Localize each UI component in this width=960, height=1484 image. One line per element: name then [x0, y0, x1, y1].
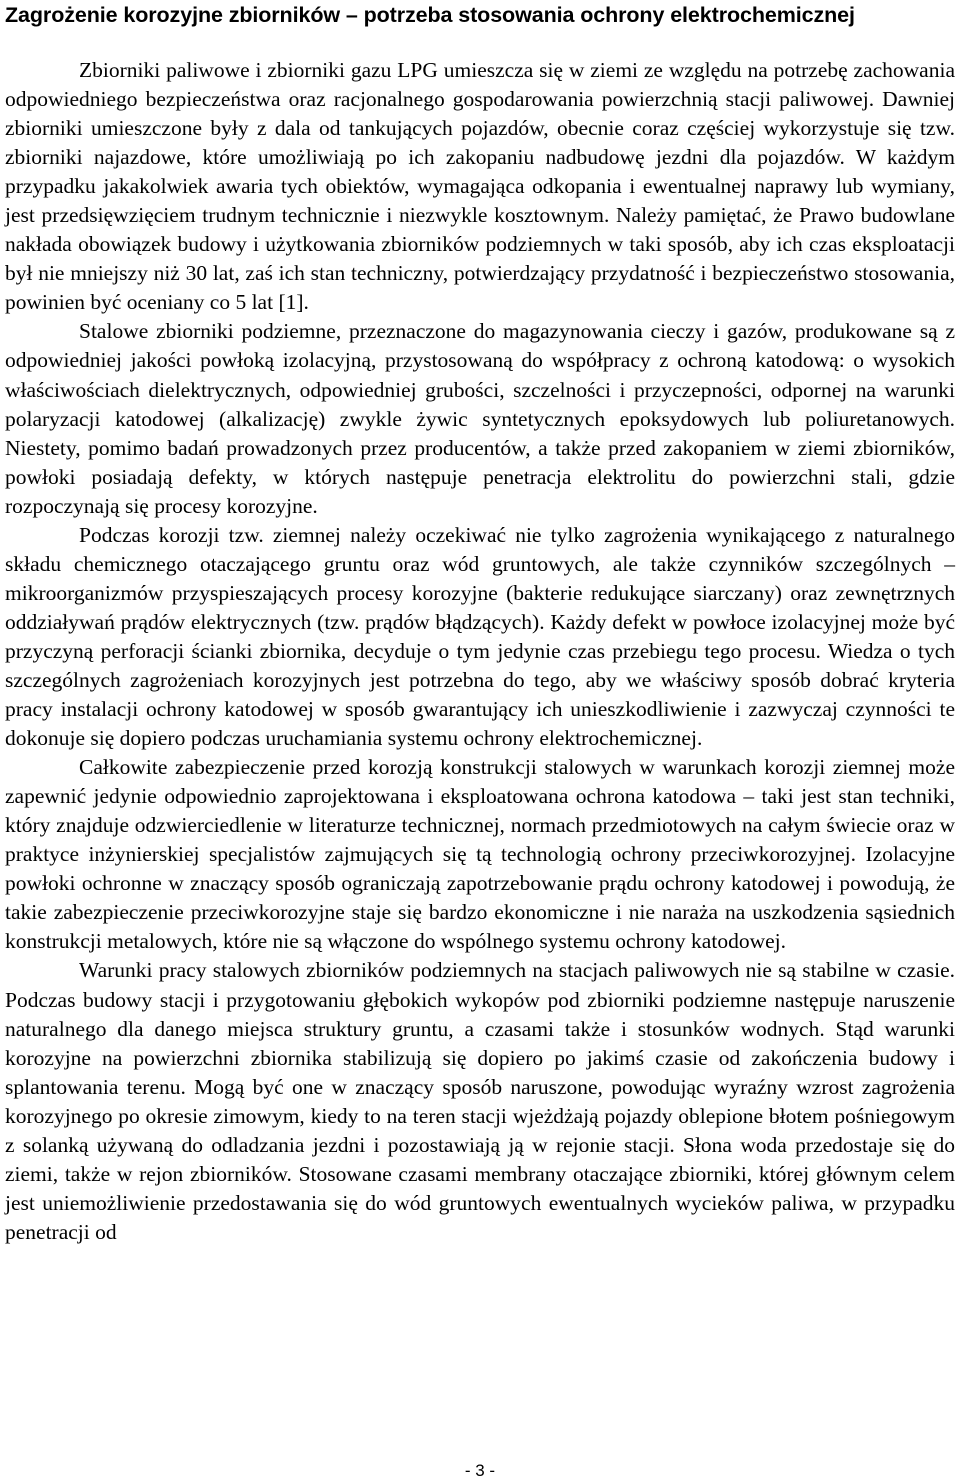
- paragraph-4: Całkowite zabezpieczenie przed korozją konstrukcji stalowych w warunkach korozji ziemnej może zapewnić jedynie odpowiednio zaprojektowana i eksploatowana ochrona katodowa – taki jest stan techniki, który znajduje odzwierciedlenie w literaturze technicznej, normach przedmiotowych na całym świecie oraz w praktyce inżynierskiej specjalistów zajmujących się tą technologią ochrony przeciwkorozyjnej. Izolacyjne powłoki ochronne w znaczący sposób ograniczają zapotrzebowanie prądu ochrony katodowej i powodują, że takie zabezpieczenie przeciwkorozyjne staje się bardzo ekonomiczne i nie naraża na uszkodzenia sąsiednich konstrukcji metalowych, które nie są włączone do wspólnego systemu ochrony katodowej.: [5, 755, 955, 954]
- paragraph-1: Zbiorniki paliwowe i zbiorniki gazu LPG umieszcza się w ziemi ze względu na potrzebę zachowania odpowiedniego bezpieczeństwa oraz racjonalnego gospodarowania powierzchnią stacji paliwowej. Dawniej zbiorniki umieszczone były z dala od tankujących pojazdów, obecnie coraz częściej wykorzystuje się tzw. zbiorniki najazdowe, które umożliwiają po ich zakopaniu nadbudowę jezdni dla pojazdów. W każdym przypadku jakakolwiek awaria tych obiektów, wymagająca odkopania i ewentualnej naprawy lub wymiany, jest przedsięwzięciem trudnym technicznie i niezwykle kosztownym. Należy pamiętać, że Prawo budowlane nakłada obowiązek budowy i użytkowania zbiorników podziemnych w taki sposób, aby ich czas eksploatacji był nie mniejszy niż 30 lat, zaś ich stan techniczny, potwierdzający przydatność i bezpieczeństwo stosowania, powinien być oceniany co 5 lat [1].: [5, 58, 955, 315]
- document-body: [5, 56, 955, 1247]
- page-number: - 3 -: [464, 1461, 496, 1480]
- paragraph-5: Warunki pracy stalowych zbiorników podziemnych na stacjach paliwowych nie są stabilne w czasie. Podczas budowy stacji i przygotowaniu głębokich wykopów pod zbiorniki podziemne następuje naruszenie naturalnego dla danego miejsca struktury gruntu, a czasami także i stosunków wodnych. Stąd warunki korozyjne na powierzchni zbiornika stabilizują się dopiero po jakimś czasie od zakończenia budowy i splantowania terenu. Mogą być one w znaczący sposób naruszone, powodując wyraźny wzrost zagrożenia korozyjnego po okresie zimowym, kiedy to na teren stacji wjeżdżają pojazdy oblepione błotem pośniegowym z solanką używaną do odladzania jezdni i pozostawiają ją w rejonie stacji. Słona woda przedostaje się do ziemi, także w rejon zbiorników. Stosowane czasami membrany otaczające zbiorniki, której głównym celem jest uniemożliwienie przedostawania się do wód gruntowych ewentualnych wycieków paliwa, w przypadku penetracji od: [5, 958, 955, 1244]
- paragraph-2: Stalowe zbiorniki podziemne, przeznaczone do magazynowania cieczy i gazów, produkowane są z odpowiedniej jakości powłoką izolacyjną, przystosowaną do współpracy z ochroną katodową: o wysokich właściwościach dielektrycznych, odpowiedniej grubości, szczelności i przyczepności, odpornej na warunki polaryzacji katodowej (alkalizację) zwykle żywic syntetycznych epoksydowych lub poliuretanowych. Niestety, pomimo badań prowadzonych przez producentów, a także przed zakopaniem w ziemi zbiorników, powłoki posiadają defekty, w których następuje penetracja elektrolitu do powierzchni stali, gdzie rozpoczynają się procesy korozyjne.: [5, 319, 955, 518]
- document-title: Zagrożenie korozyjne zbiorników – potrzeba stosowania ochrony elektrochemicznej: [5, 3, 855, 27]
- paragraph-3: Podczas korozji tzw. ziemnej należy oczekiwać nie tylko zagrożenia wynikającego z naturalnego składu chemicznego otaczającego gruntu oraz wód gruntowych, ale także czynników szczególnych – mikroorganizmów przyspieszających procesy korozyjne (bakterie redukujące siarczany) oraz zewnętrznych oddziaływań prądów elektrycznych (tzw. prądów błądzących). Każdy defekt w powłoce izolacyjnej może być przyczyną perforacji ścianki zbiornika, decyduje o tym jedynie czas przebiegu tego procesu. Wiedza o tych szczególnych zagrożeniach korozyjnych jest potrzebna do tego, aby we właściwy sposób dobrać kryteria pracy instalacji ochrony katodowej w sposób gwarantujący ich unieszkodliwienie i zazwyczaj czynności te dokonuje się dopiero podczas uruchamiania systemu ochrony elektrochemicznej.: [5, 522, 955, 751]
